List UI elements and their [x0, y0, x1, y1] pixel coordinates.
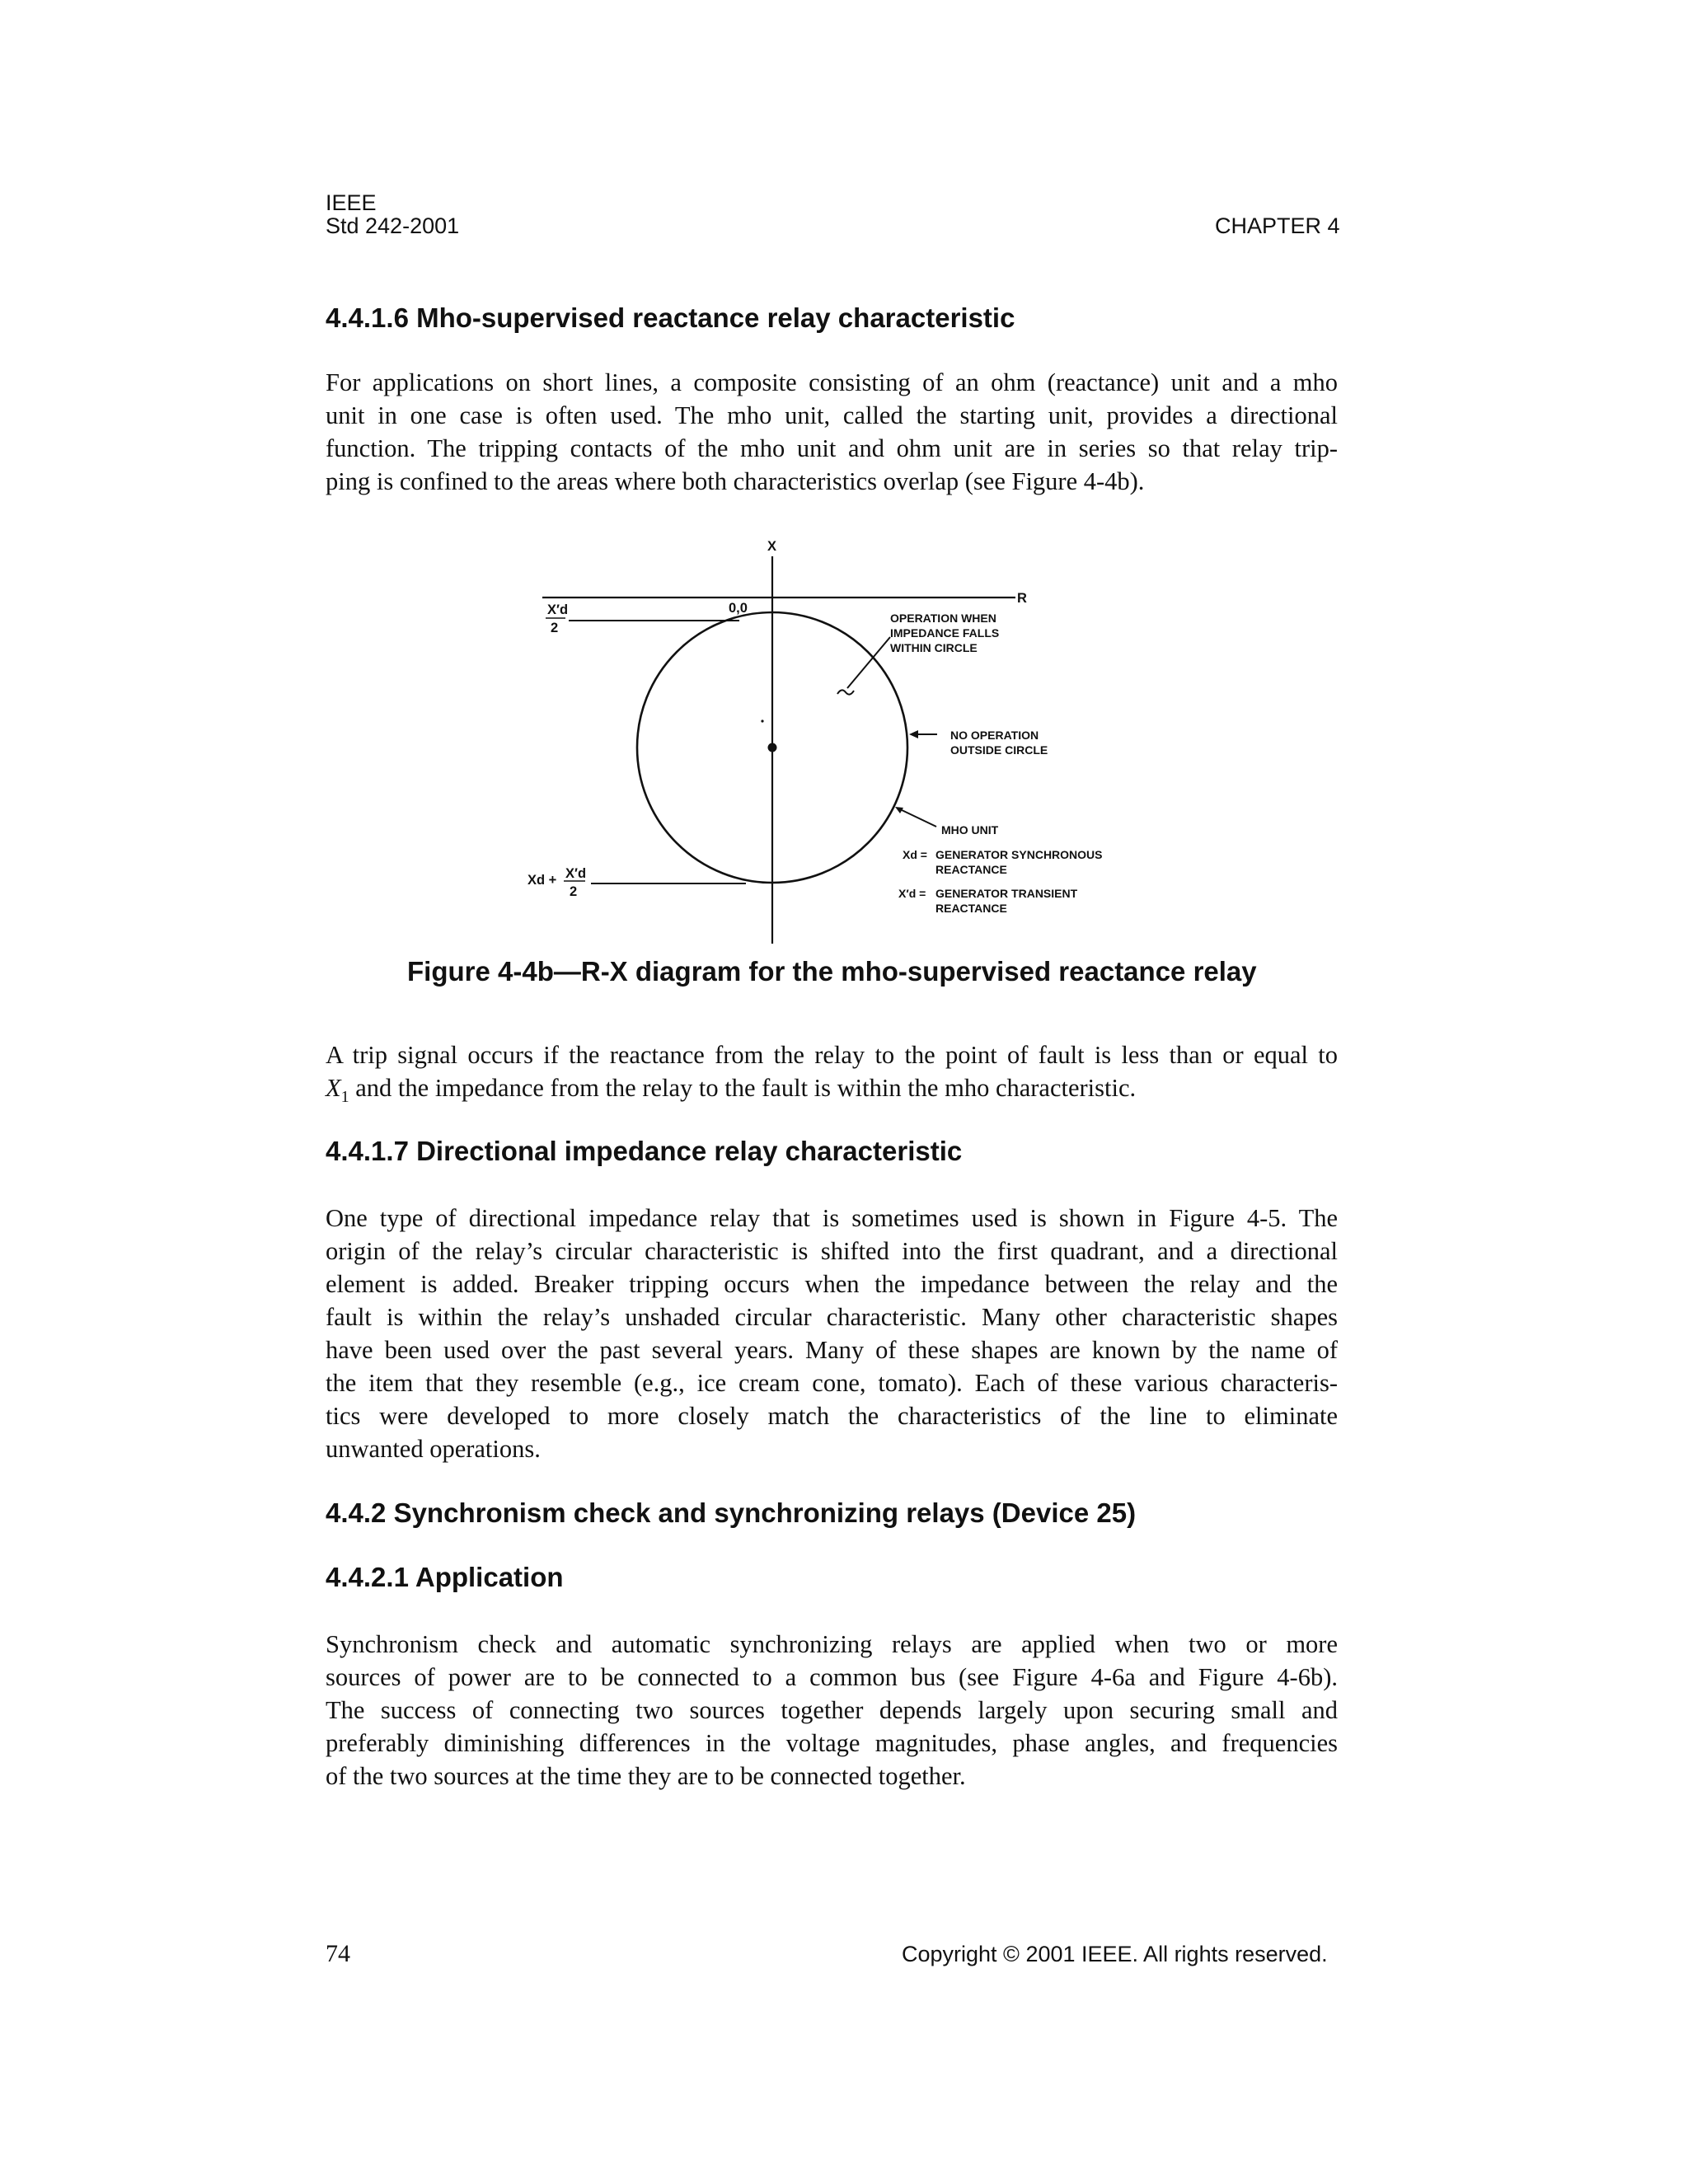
header-chapter: CHAPTER 4 [1215, 213, 1340, 238]
no-op-label-line2: OUTSIDE CIRCLE [950, 743, 1048, 757]
paragraph-line: The success of connecting two sources together depends largely upon securing small and [326, 1696, 1338, 1724]
paragraph-line: sources of power are to be connected to a common bus (see Figure 4-6a and Figure 4-6b). [326, 1663, 1338, 1691]
paragraph-line: origin of the relay’s circular characteristic is shifted into the first quadrant, and a directional [326, 1237, 1338, 1265]
no-op-arrowhead [909, 730, 918, 738]
no-op-label-line1: NO OPERATION [950, 729, 1039, 742]
paragraph-line: Synchronism check and automatic synchronizing relays are applied when two or more [326, 1630, 1338, 1658]
xdp-symbol: X′d = [898, 887, 926, 900]
operation-label-line2: IMPEDANCE FALLS [890, 626, 1000, 640]
section-heading-4421: 4.4.2.1 Application [326, 1562, 564, 1592]
section-heading-4417: 4.4.1.7 Directional impedance relay characteristic [326, 1136, 963, 1166]
operation-pointer-line [847, 637, 890, 688]
operation-label-line1: OPERATION WHEN [890, 612, 996, 625]
xdp-definition-line2: REACTANCE [935, 902, 1007, 915]
bottom-fraction-denominator: 2 [570, 884, 578, 899]
section-heading-442: 4.4.2 Synchronism check and synchronizing relays (Device 25) [326, 1497, 1137, 1528]
header-org: IEEE [326, 190, 377, 215]
copyright-notice: Copyright © 2001 IEEE. All rights reserved. [902, 1942, 1328, 1966]
paragraph-line: unwanted operations. [326, 1435, 541, 1463]
top-fraction-numerator: X′d [547, 602, 569, 617]
stray-dot [761, 719, 763, 722]
mho-unit-pointer-line [898, 808, 936, 827]
paragraph-line: have been used over the past several years. Many of these shapes are known by the name of [326, 1336, 1338, 1364]
paragraph-trip [326, 1038, 1338, 1113]
r-axis-label: R [1017, 591, 1027, 606]
paragraph-4417 [326, 1202, 1338, 1465]
paragraph-4421 [326, 1628, 1338, 1793]
x-axis-label: X [767, 539, 777, 554]
section-heading-4416: 4.4.1.6 Mho-supervised reactance relay characteristic [326, 302, 1015, 333]
circle-center-dot [768, 743, 777, 752]
paragraph-line: ping is confined to the areas where both characteristics overlap (see Figure 4-4b). [326, 467, 1145, 495]
paragraph-line: preferably diminishing differences in the voltage magnitudes, phase angles, and frequencies [326, 1729, 1338, 1757]
paragraph-line: fault is within the relay’s unshaded circular characteristic. Many other characteristic shapes [326, 1303, 1338, 1331]
mho-unit-label: MHO UNIT [941, 823, 999, 837]
figure-caption: Figure 4-4b—R-X diagram for the mho-supervised reactance relay [407, 956, 1257, 987]
page-number: 74 [326, 1940, 350, 1967]
paragraph-line: element is added. Breaker tripping occurs when the impedance between the relay and the [326, 1270, 1338, 1298]
figure-rx-diagram [528, 532, 1154, 944]
top-fraction-denominator: 2 [551, 621, 559, 635]
paragraph-line: unit in one case is often used. The mho unit, called the starting unit, provides a directional [326, 401, 1338, 429]
header-standard: Std 242-2001 [326, 213, 460, 238]
origin-label: 0,0 [729, 601, 748, 616]
xd-definition-line1: GENERATOR SYNCHRONOUS [935, 848, 1103, 861]
variable-subscript: 1 [340, 1088, 349, 1107]
xd-definition-line2: REACTANCE [935, 863, 1007, 876]
bottom-fraction-numerator: X′d [565, 866, 587, 881]
paragraph-line: For applications on short lines, a composite consisting of an ohm (reactance) unit and a mho [326, 368, 1338, 396]
paragraph-line: One type of directional impedance relay that is sometimes used is shown in Figure 4-5. The [326, 1204, 1338, 1232]
paragraph-line: the item that they resemble (e.g., ice cream cone, tomato). Each of these various characteris- [326, 1369, 1338, 1397]
bottom-label-prefix: Xd + [528, 873, 557, 888]
rx-diagram-svg [528, 532, 1154, 944]
paragraph-4416 [326, 366, 1338, 498]
variable-x: X [326, 1074, 341, 1102]
paragraph-line: A trip signal occurs if the reactance from the relay to the point of fault is less than or equal to [326, 1041, 1338, 1069]
paragraph-line: tics were developed to more closely match the characteristics of the line to eliminate [326, 1402, 1338, 1430]
paragraph-line: function. The tripping contacts of the mho unit and ohm unit are in series so that relay trip- [326, 434, 1338, 462]
paragraph-line: of the two sources at the time they are to be connected together. [326, 1762, 966, 1790]
paragraph-line-rest: and the impedance from the relay to the fault is within the mho characteristic. [349, 1074, 1137, 1102]
paragraph-line [326, 1071, 1338, 1113]
xdp-definition-line1: GENERATOR TRANSIENT [935, 887, 1078, 900]
operation-label-line3: WITHIN CIRCLE [890, 641, 978, 654]
operation-squiggle [837, 690, 854, 694]
xd-symbol: Xd = [903, 848, 927, 861]
